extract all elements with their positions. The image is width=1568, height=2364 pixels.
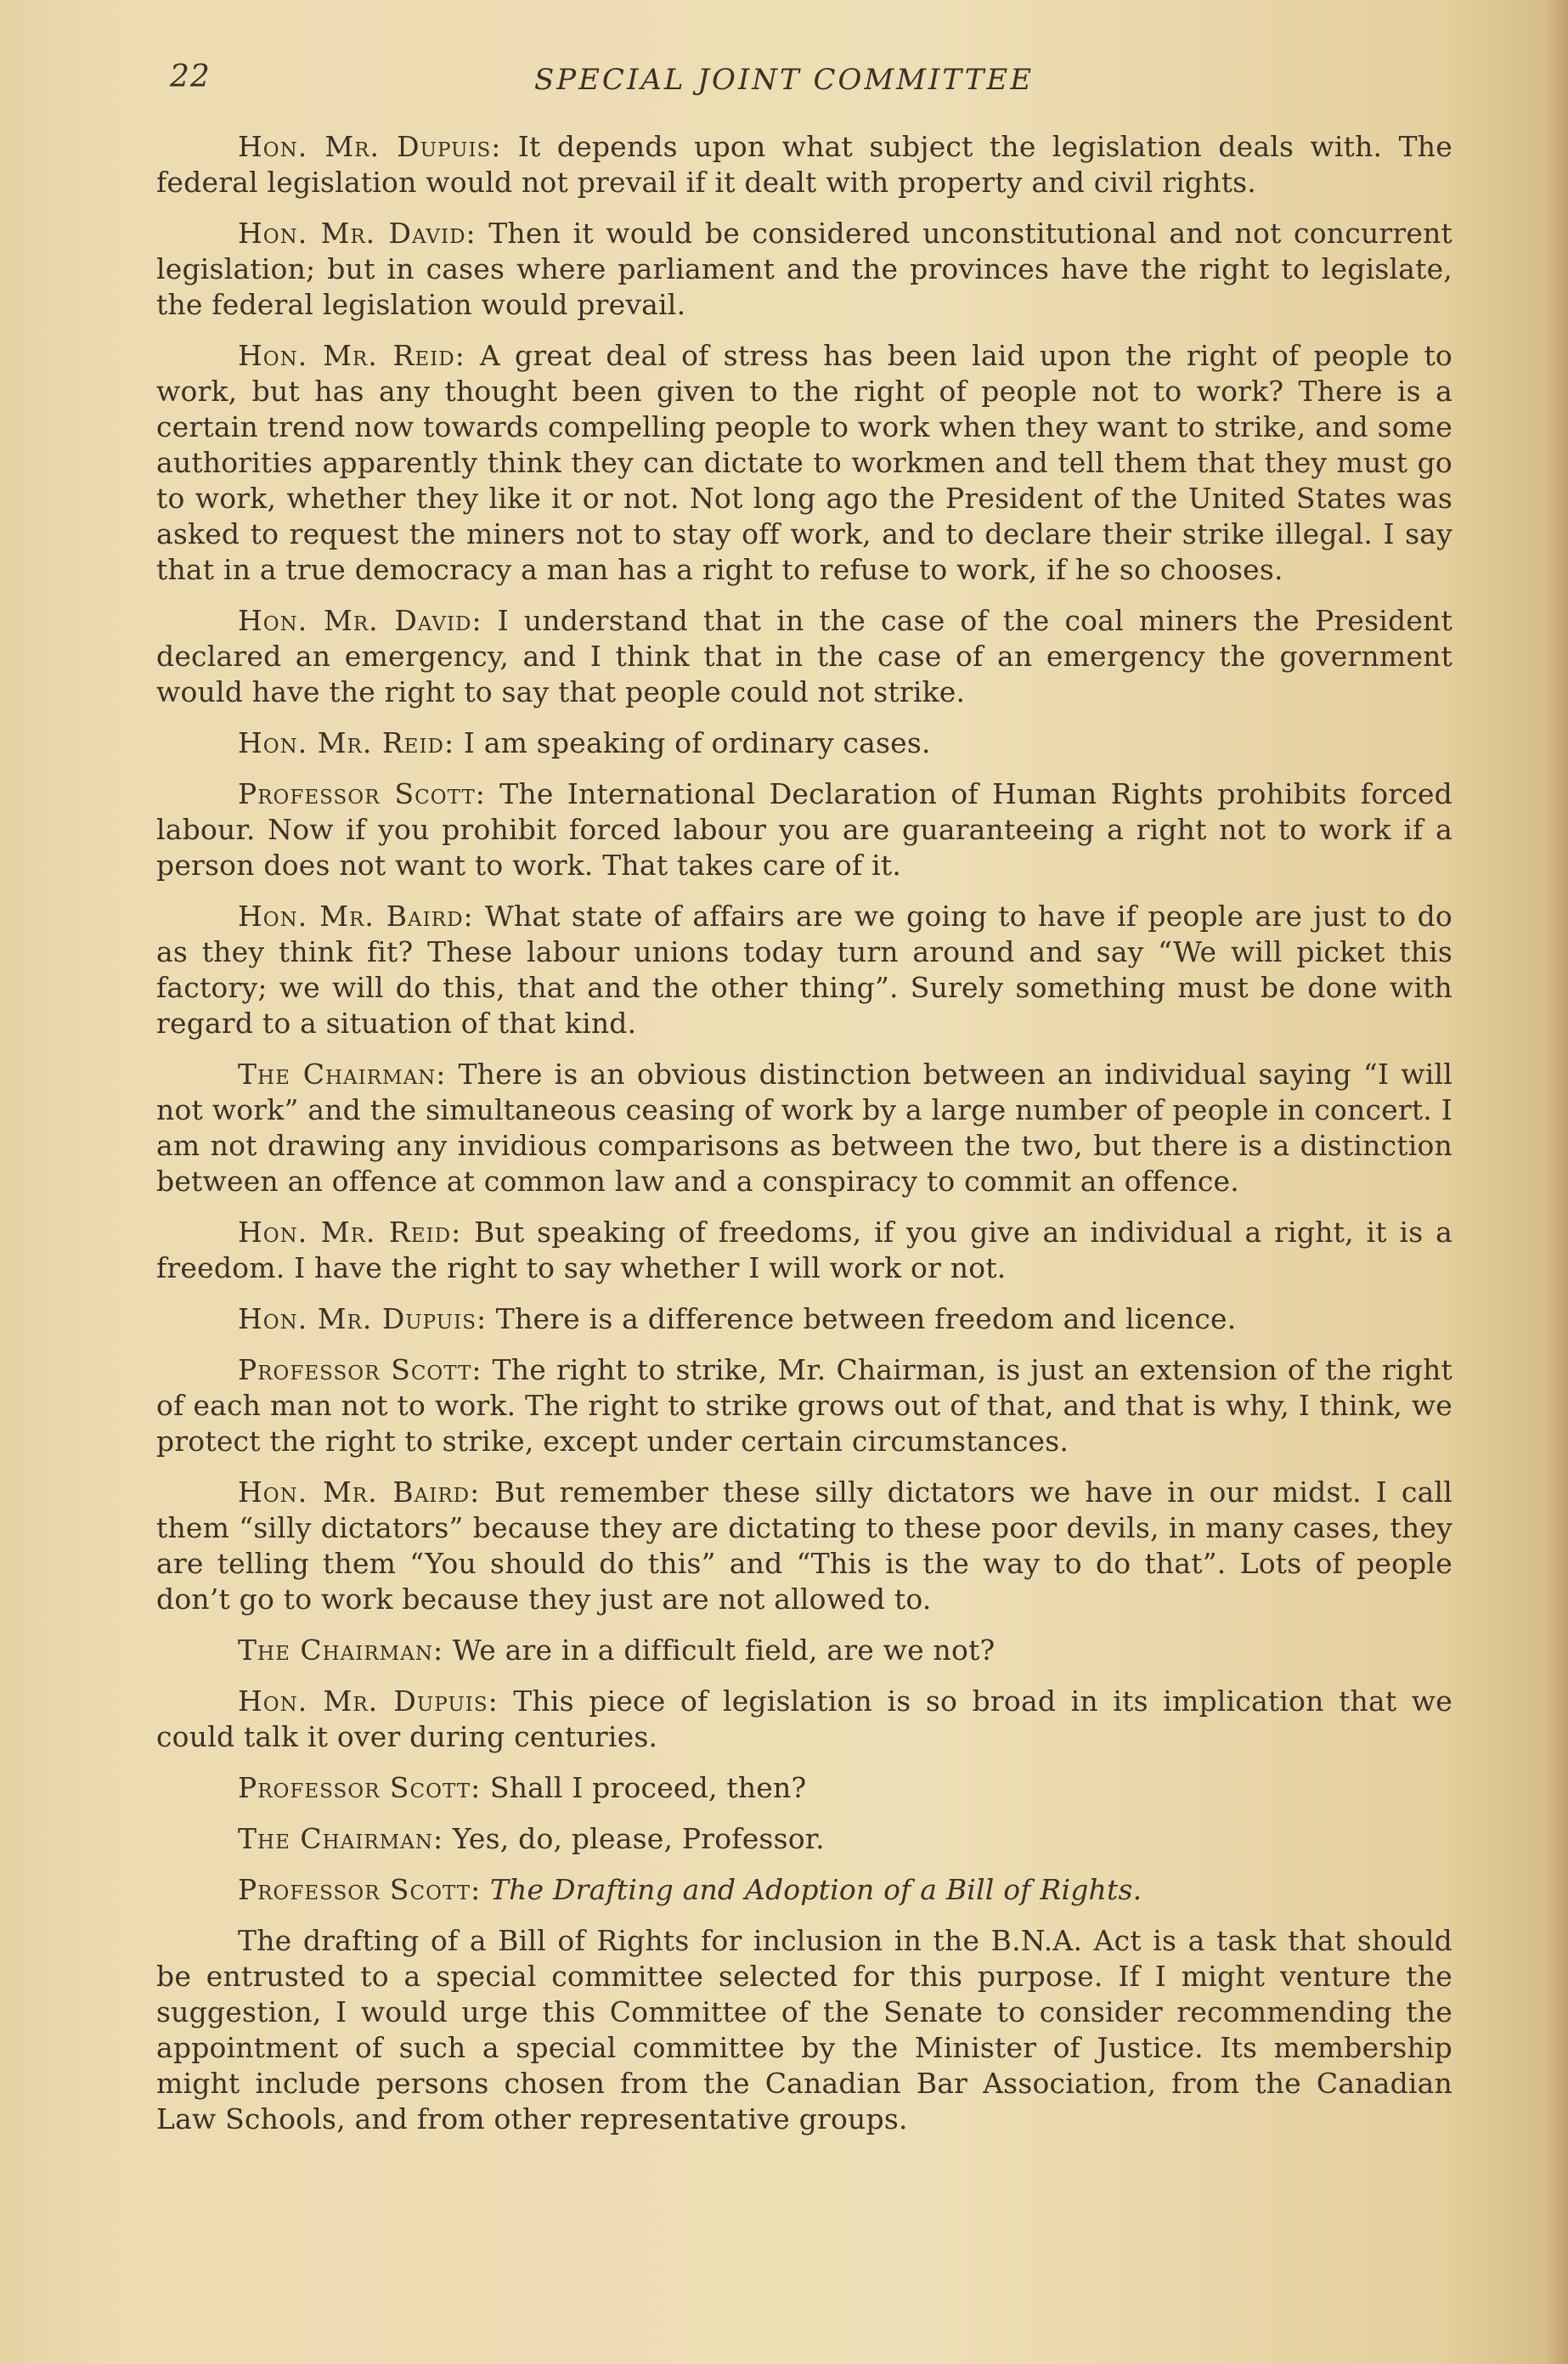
speaker-name: The Chairman:	[238, 1822, 444, 1855]
paragraph	[156, 603, 1452, 710]
paragraph	[156, 1215, 1452, 1286]
paragraph-text: Shall I proceed, then?	[489, 1771, 807, 1804]
speaker-name: Hon. Mr. Baird:	[238, 1475, 481, 1509]
paragraph	[156, 1923, 1452, 2137]
paragraph-text: But speaking of freedoms, if you give an individual a right, it is a freedom. I have the right to say whether I will work or not.	[156, 1216, 1452, 1284]
speaker-name: Hon. Mr. Dupuis:	[238, 1302, 488, 1335]
paragraph-text: It depends upon what subject the legislation deals with. The federal legislation would not prevail if it dealt with property and civil rights.	[156, 130, 1452, 199]
speaker-name: Professor Scott:	[238, 1873, 482, 1906]
paragraph-text: The right to strike, Mr. Chairman, is just an extension of the right of each man not to work. The right to strike grows out of that, and that is why, I think, we protect the right to strike, except under certain circumstances.	[156, 1353, 1452, 1458]
paragraph	[156, 1821, 1452, 1857]
paragraph-text: We are in a difficult field, are we not?	[452, 1633, 996, 1667]
paragraph	[156, 1770, 1452, 1806]
paragraph-text: There is an obvious distinction between an individual saying “I will not work” and the simultaneous ceasing of work by a large number of people in concert. I am not drawing any invidious comparisons as between the two, but there is a distinction between an offence at common law and a conspiracy to commit an offence.	[156, 1058, 1452, 1198]
speaker-name: Professor Scott:	[238, 1353, 482, 1386]
speaker-name: Hon. Mr. Reid:	[238, 1216, 462, 1249]
paragraph	[156, 1684, 1452, 1755]
running-head: SPECIAL JOINT COMMITTEE	[533, 63, 1035, 97]
paragraph	[156, 1352, 1452, 1459]
paragraph	[156, 776, 1452, 883]
speaker-name: Hon. Mr. Reid:	[238, 339, 465, 372]
paragraph-text: There is a difference between freedom and licence.	[495, 1302, 1237, 1335]
paragraph-text: But remember these silly dictators we have in our midst. I call them “silly dictators” because they are dictating to these poor devils, in many cases, they are telling them “You should do this” and “This is the way to do that”. Lots of people don’t go to work because they just are not allowed to.	[156, 1475, 1452, 1616]
speaker-name: Professor Scott:	[238, 1771, 482, 1804]
paragraph	[156, 725, 1452, 761]
speaker-name: Hon. Mr. Baird:	[238, 900, 474, 933]
paragraph	[156, 129, 1452, 200]
speaker-name: Hon. Mr. Reid:	[238, 726, 455, 759]
speaker-name: Professor Scott:	[238, 777, 486, 810]
paragraph	[156, 216, 1452, 323]
paragraph-text: What state of affairs are we going to have if people are just to do as they think fit? These labour unions today turn around and say “We will picket this factory; we will do this, that and the other thing”. Surely something must be done with regard to a situation of that kind.	[156, 900, 1452, 1040]
paragraph-text: The International Declaration of Human Rights prohibits forced labour. Now if you prohibit forced labour you are guaranteeing a right not to work if a person does not want to work. That takes care of it.	[156, 777, 1452, 882]
speaker-name: The Chairman:	[238, 1058, 447, 1091]
paragraph	[156, 1301, 1452, 1337]
page-header	[0, 59, 1568, 110]
paragraph-text: Yes, do, please, Professor.	[452, 1822, 825, 1855]
paragraph-text: This piece of legislation is so broad in its implication that we could talk it over during centuries.	[156, 1684, 1452, 1753]
paragraph-text: I am speaking of ordinary cases.	[463, 726, 931, 759]
paragraph-text: Then it would be considered unconstitutional and not concurrent legislation; but in cases where parliament and the provinces have the right to legislate, the federal legislation would prevail.	[156, 217, 1452, 321]
paragraph	[156, 1633, 1452, 1668]
speaker-name: Hon. Mr. David:	[238, 217, 477, 250]
section-title: The Drafting and Adoption of a Bill of Rights.	[489, 1873, 1142, 1906]
paragraph	[156, 1057, 1452, 1199]
paragraph	[156, 1475, 1452, 1617]
paragraph-text: A great deal of stress has been laid upon the right of people to work, but has any thought been given to the right of people not to work? There is a certain trend now towards compelling people to work when they want to strike, and some authorities apparently think they can dictate to workmen and tell them that they must go to work, whether they like it or not. Not long ago the President of the United States was asked to request the miners not to stay off work, and to declare their strike illegal. I say that in a true democracy a man has a right to refuse to work, if he so chooses.	[156, 339, 1452, 586]
speaker-name: Hon. Mr. David:	[238, 604, 482, 637]
paragraph-text: I understand that in the case of the coal miners the President declared an emergency, and I think that in the case of an emergency the government would have the right to say that people could not strike.	[156, 604, 1452, 708]
speaker-name: Hon. Mr. Dupuis:	[238, 130, 502, 163]
paragraph-text: The drafting of a Bill of Rights for inclusion in the B.N.A. Act is a task that should be entrusted to a special committee selected for this purpose. If I might venture the suggestion, I would urge this Committee of the Senate to consider recommending the appointment of such a special committee by the Minister of Justice. Its membership might include persons chosen from the Canadian Bar Association, from the Canadian Law Schools, and from other representative groups.	[156, 1924, 1452, 2135]
paragraph	[156, 338, 1452, 588]
paragraph	[156, 899, 1452, 1041]
speaker-name: Hon. Mr. Dupuis:	[238, 1684, 499, 1718]
transcript-body	[156, 129, 1452, 2152]
page-number: 22	[170, 59, 211, 94]
speaker-name: The Chairman:	[238, 1633, 444, 1667]
paragraph	[156, 1872, 1452, 1908]
